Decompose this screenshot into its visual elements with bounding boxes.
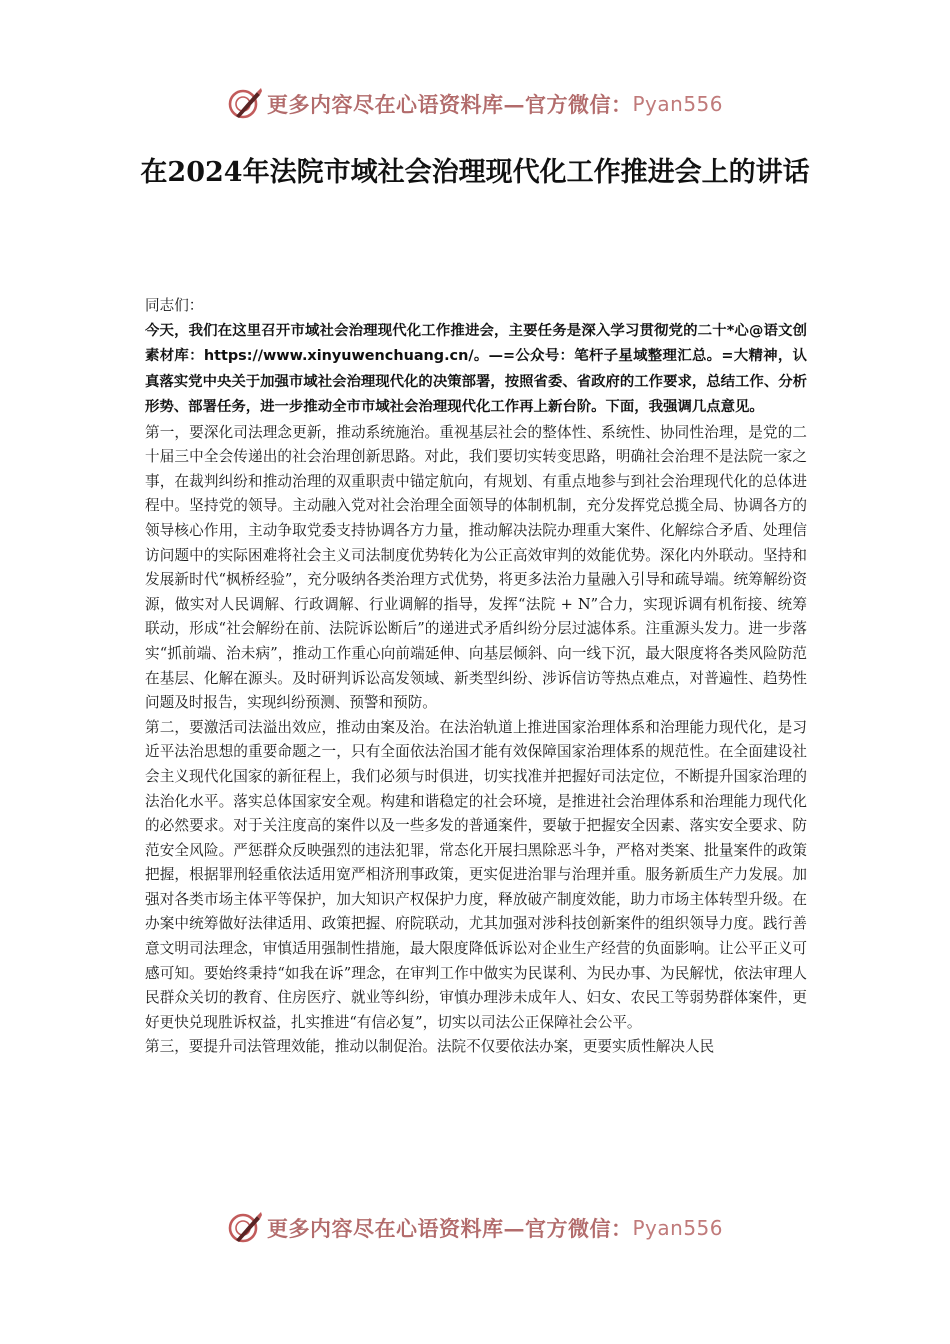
banner-wechat-id: Pyan556 [632, 1216, 723, 1240]
document-title: 在2024年法院市域社会治理现代化工作推进会上的讲话 [140, 157, 810, 188]
paragraph-3: 第三，要提升司法管理效能，推动以制促治。法院不仅要依法办案，更要实质性解决人民 [145, 1038, 715, 1056]
paragraph-1: 第一，要深化司法理念更新，推动系统施治。重视基层社会的整体性、系统性、协同性治理，是党的二十届三中全会传递出的社会治理创新思路。对此，我们要切实转变思路，明确社会治理不是法院一家之事，在裁判纠纷和推动治理的双重职责中锚定航向，有规划、有重点地参与到社会治理现代化的总体进程中。坚持党的领导。主动融入党对社会治理全面领导的体制机制，充分发挥党总揽全局、协调各方的领导核心作用，主动争取党委支持协调各方力量，推动解决法院办理重大案件、化解综合矛盾、处理信访问题中的实际困难将社会主义司法制度优势转化为公正高效审判的效能优势。深化内外联动。坚持和发展新时代“枫桥经验”，充分吸纳各类治理方式优势，将更多法治力量融入引导和疏导端。统筹解纷资源，做实对人民调解、行政调解、行业调解的指导，发挥“法院 + N”合力，实现诉调有机衔接、统筹联动，形成“社会解纷在前、法院诉讼断后”的递进式矛盾纠纷分层过滤体系。注重源头发力。进一步落实“抓前端、治未病”，推动工作重心向前端延伸、向基层倾斜、向一线下沉，最大限度将各类风险防范在基层、化解在源头。及时研判诉讼高发领域、新类型纠纷、涉诉信访等热点难点，对普遍性、趋势性问题及时报告，实现纠纷预测、预警和预防。 [145, 423, 807, 712]
paragraph-2: 第二，要激活司法溢出效应，推动由案及治。在法治轨道上推进国家治理体系和治理能力现代化，是习近平法治思想的重要命题之一，只有全面依法治国才能有效保障国家治理体系的规范性。在全面建设社会主义现代化国家的新征程上，我们必须与时俱进，切实找准并把握好司法定位，不断提升国家治理的法治化水平。落实总体国家安全观。构建和谐稳定的社会环境，是推进社会治理体系和治理能力现代化的必然要求。对于关注度高的案件以及一些多发的普通案件，要敏于把握安全因素、落实安全要求、防范安全风险。严惩群众反映强烈的违法犯罪，常态化开展扫黑除恶斗争，严格对类案、批量案件的政策把握，根据罪刑轻重依法适用宽严相济刑事政策，更实促进治罪与治理并重。服务新质生产力发展。加强对各类市场主体平等保护，加大知识产权保护力度，释放破产制度效能，助力市场主体转型升级。在办案中统筹做好法律适用、政策把握、府院联动，尤其加强对涉科技创新案件的组织领导力度。践行善意文明司法理念，审慎适用强制性措施，最大限度降低诉讼对企业生产经营的负面影响。让公平正义可感可知。要始终秉持“如我在诉”理念，在审判工作中做实为民谋利、为民办事、为民解忧，依法审理人民群众关切的教育、住房医疗、就业等纠纷，审慎办理涉未成年人、妇女、农民工等弱势群体案件，更好更快兑现胜诉权益，扎实推进“有信必复”，切实以司法公正保障社会公平。 [145, 718, 807, 1031]
banner-text: 更多内容尽在心语资料库—官方微信： [266, 92, 633, 117]
pen-logo-icon [227, 86, 263, 122]
pen-logo-icon [227, 1210, 263, 1246]
footer-banner[interactable] [0, 1208, 950, 1248]
banner-wechat-id: Pyan556 [632, 92, 723, 116]
salutation: 同志们： [145, 297, 204, 314]
banner-text: 更多内容尽在心语资料库—官方微信： [266, 1216, 633, 1241]
intro-paragraph: 今天，我们在这里召开市域社会治理现代化工作推进会，主要任务是深入学习贯彻党的二十*心@语文创素材库：https://www.xinyuwenchuang.cn/。—=公众号：笔杆子星域整理汇总。=大精神，认真落实党中央关于加强市域社会治理现代化的决策部署，按照省委、省政府的工作要求，总结工作、分析形势、部署任务，进一步推动全市市域社会治理现代化工作再上新台阶。下面，我强调几点意见。 [145, 322, 807, 416]
document-body [145, 294, 807, 1060]
header-banner[interactable] [0, 84, 950, 124]
